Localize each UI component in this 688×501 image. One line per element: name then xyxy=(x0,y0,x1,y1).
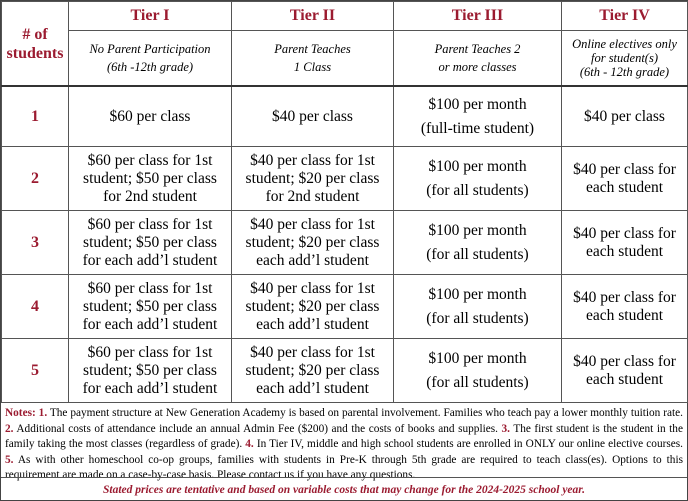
price-line: student; $20 per class xyxy=(245,361,380,379)
desc-line: (6th -12th grade) xyxy=(106,60,194,74)
price-line: (full-time student) xyxy=(420,119,535,137)
tier-2-price xyxy=(232,147,394,211)
desc-line: Parent Teaches 2 xyxy=(434,42,521,56)
tier-1-price xyxy=(69,339,232,403)
price-line: $60 per class xyxy=(109,107,191,125)
price-line: student; $50 per class xyxy=(83,297,217,315)
tier-1-description xyxy=(69,31,232,87)
tier-2-price xyxy=(232,86,394,147)
price-line: student; $50 per class xyxy=(83,169,217,187)
tier-header-row xyxy=(2,2,688,31)
tier-4-description xyxy=(562,31,688,87)
note-number: 3. xyxy=(501,422,510,435)
tier-1-price xyxy=(69,275,232,339)
notes-label: Notes: xyxy=(5,407,36,419)
price-line: student; $50 per class xyxy=(83,233,217,251)
price-line: (for all students) xyxy=(426,373,529,391)
student-count: 2 xyxy=(2,147,69,211)
price-line: student; $20 per class xyxy=(245,233,380,251)
table-row xyxy=(2,339,688,403)
tier-4-price xyxy=(562,275,688,339)
desc-line: or more classes xyxy=(438,60,517,74)
note-text: As with other homeschool co-op groups, families with students in Pre-K through 5th grade are required to teach class(es). Options to this requirement are made on a case-by-case basis. Please contact us if you have any questions. xyxy=(5,453,683,481)
price-line: student; $20 per class xyxy=(245,169,380,187)
price-line: $40 per class for 1st xyxy=(250,151,375,169)
note-text: In Tier IV, middle and high school students are enrolled in ONLY our online elective courses. xyxy=(256,438,683,450)
tier-2-price xyxy=(232,211,394,275)
student-count: 4 xyxy=(2,275,69,339)
desc-line: Online electives only xyxy=(572,37,677,51)
tier-2-price xyxy=(232,339,394,403)
price-line: each student xyxy=(585,306,664,324)
table-row xyxy=(2,275,688,339)
tier-2-description xyxy=(232,31,394,87)
note-text: The payment structure at New Generation Academy is based on parental involvement. Families who teach pay a lower monthly tuition rate. xyxy=(49,407,683,419)
price-line: student; $50 per class xyxy=(83,361,217,379)
note-number: 4. xyxy=(245,438,254,450)
tier-1-price xyxy=(69,211,232,275)
price-line: $40 per class for xyxy=(573,288,676,306)
desc-line: 1 Class xyxy=(293,60,332,74)
note-number: 5. xyxy=(5,453,14,466)
price-line: $60 per class for 1st xyxy=(87,279,213,297)
note-text: The first student is the student in the family taking the most classes (regardless of grade). xyxy=(5,422,683,450)
price-line: for 2nd student xyxy=(265,187,360,205)
table-row xyxy=(2,147,688,211)
student-count: 3 xyxy=(2,211,69,275)
desc-line: No Parent Participation xyxy=(89,42,211,56)
tier-3-price xyxy=(394,211,562,275)
price-line: $40 per class for xyxy=(573,352,676,370)
tier-3-price xyxy=(394,86,562,147)
students-label-line1: # of xyxy=(22,25,48,43)
students-label-line2: students xyxy=(6,44,64,62)
tier-1-header: Tier I xyxy=(69,2,232,31)
price-line: student; $20 per class xyxy=(245,297,380,315)
desc-line: (6th - 12th grade) xyxy=(579,65,670,79)
price-line: $40 per class xyxy=(272,107,353,125)
desc-line: for student(s) xyxy=(590,51,658,65)
student-count: 5 xyxy=(2,339,69,403)
price-line: (for all students) xyxy=(426,309,529,327)
price-line: $100 per month xyxy=(428,95,527,113)
note-text: Additional costs of attendance include an annual Admin Fee ($200) and the costs of books and supplies. xyxy=(16,422,498,435)
price-line: $40 per class for 1st xyxy=(250,343,375,361)
footer-divider xyxy=(1,477,687,478)
price-line: $100 per month xyxy=(428,157,527,175)
tier-2-price xyxy=(232,275,394,339)
tuition-table xyxy=(1,1,688,403)
tier-4-price xyxy=(562,86,688,147)
price-line: $40 per class for 1st xyxy=(250,279,375,297)
tier-4-price xyxy=(562,147,688,211)
tier-3-price xyxy=(394,275,562,339)
price-line: each student xyxy=(585,178,664,196)
price-line: for each add’l student xyxy=(82,379,218,397)
price-line: each add’l student xyxy=(256,315,369,333)
price-line: $60 per class for 1st xyxy=(87,343,213,361)
tier-3-price xyxy=(394,147,562,211)
price-line: each add’l student xyxy=(256,379,369,397)
table-row xyxy=(2,86,688,147)
price-line: for each add’l student xyxy=(82,315,218,333)
student-count: 1 xyxy=(2,86,69,147)
desc-line: Parent Teaches xyxy=(274,42,351,56)
price-line: $40 per class for 1st xyxy=(250,215,375,233)
note-number: 1. xyxy=(38,407,48,419)
tier-description-row xyxy=(2,31,688,87)
price-line: $40 per class for xyxy=(573,224,676,242)
price-line: $100 per month xyxy=(428,349,527,367)
price-line: (for all students) xyxy=(426,245,529,263)
price-line: $100 per month xyxy=(428,221,527,239)
price-line: for 2nd student xyxy=(103,187,197,205)
price-line: $60 per class for 1st xyxy=(87,151,213,169)
tier-2-header: Tier II xyxy=(232,2,394,31)
price-line: each student xyxy=(585,370,664,388)
price-line: for each add’l student xyxy=(82,251,218,269)
disclaimer-footer: Stated prices are tentative and based on variable costs that may change for the 2024-2025 school year. xyxy=(102,484,586,496)
tier-3-description xyxy=(394,31,562,87)
price-line: each student xyxy=(585,242,664,260)
tier-4-price xyxy=(562,339,688,403)
price-line: $60 per class for 1st xyxy=(87,215,213,233)
tier-1-price xyxy=(69,147,232,211)
table-row xyxy=(2,211,688,275)
tier-3-price xyxy=(394,339,562,403)
price-line: each add’l student xyxy=(256,251,369,269)
price-line: (for all students) xyxy=(426,181,529,199)
tier-4-price xyxy=(562,211,688,275)
note-number: 2. xyxy=(5,422,14,435)
tier-3-header: Tier III xyxy=(394,2,562,31)
price-line: $100 per month xyxy=(428,285,527,303)
students-column-header xyxy=(2,2,69,87)
tier-4-header: Tier IV xyxy=(562,2,688,31)
price-line: $40 per class xyxy=(584,107,665,125)
price-line: $40 per class for xyxy=(573,160,676,178)
notes-section xyxy=(1,403,687,484)
tier-1-price xyxy=(69,86,232,147)
